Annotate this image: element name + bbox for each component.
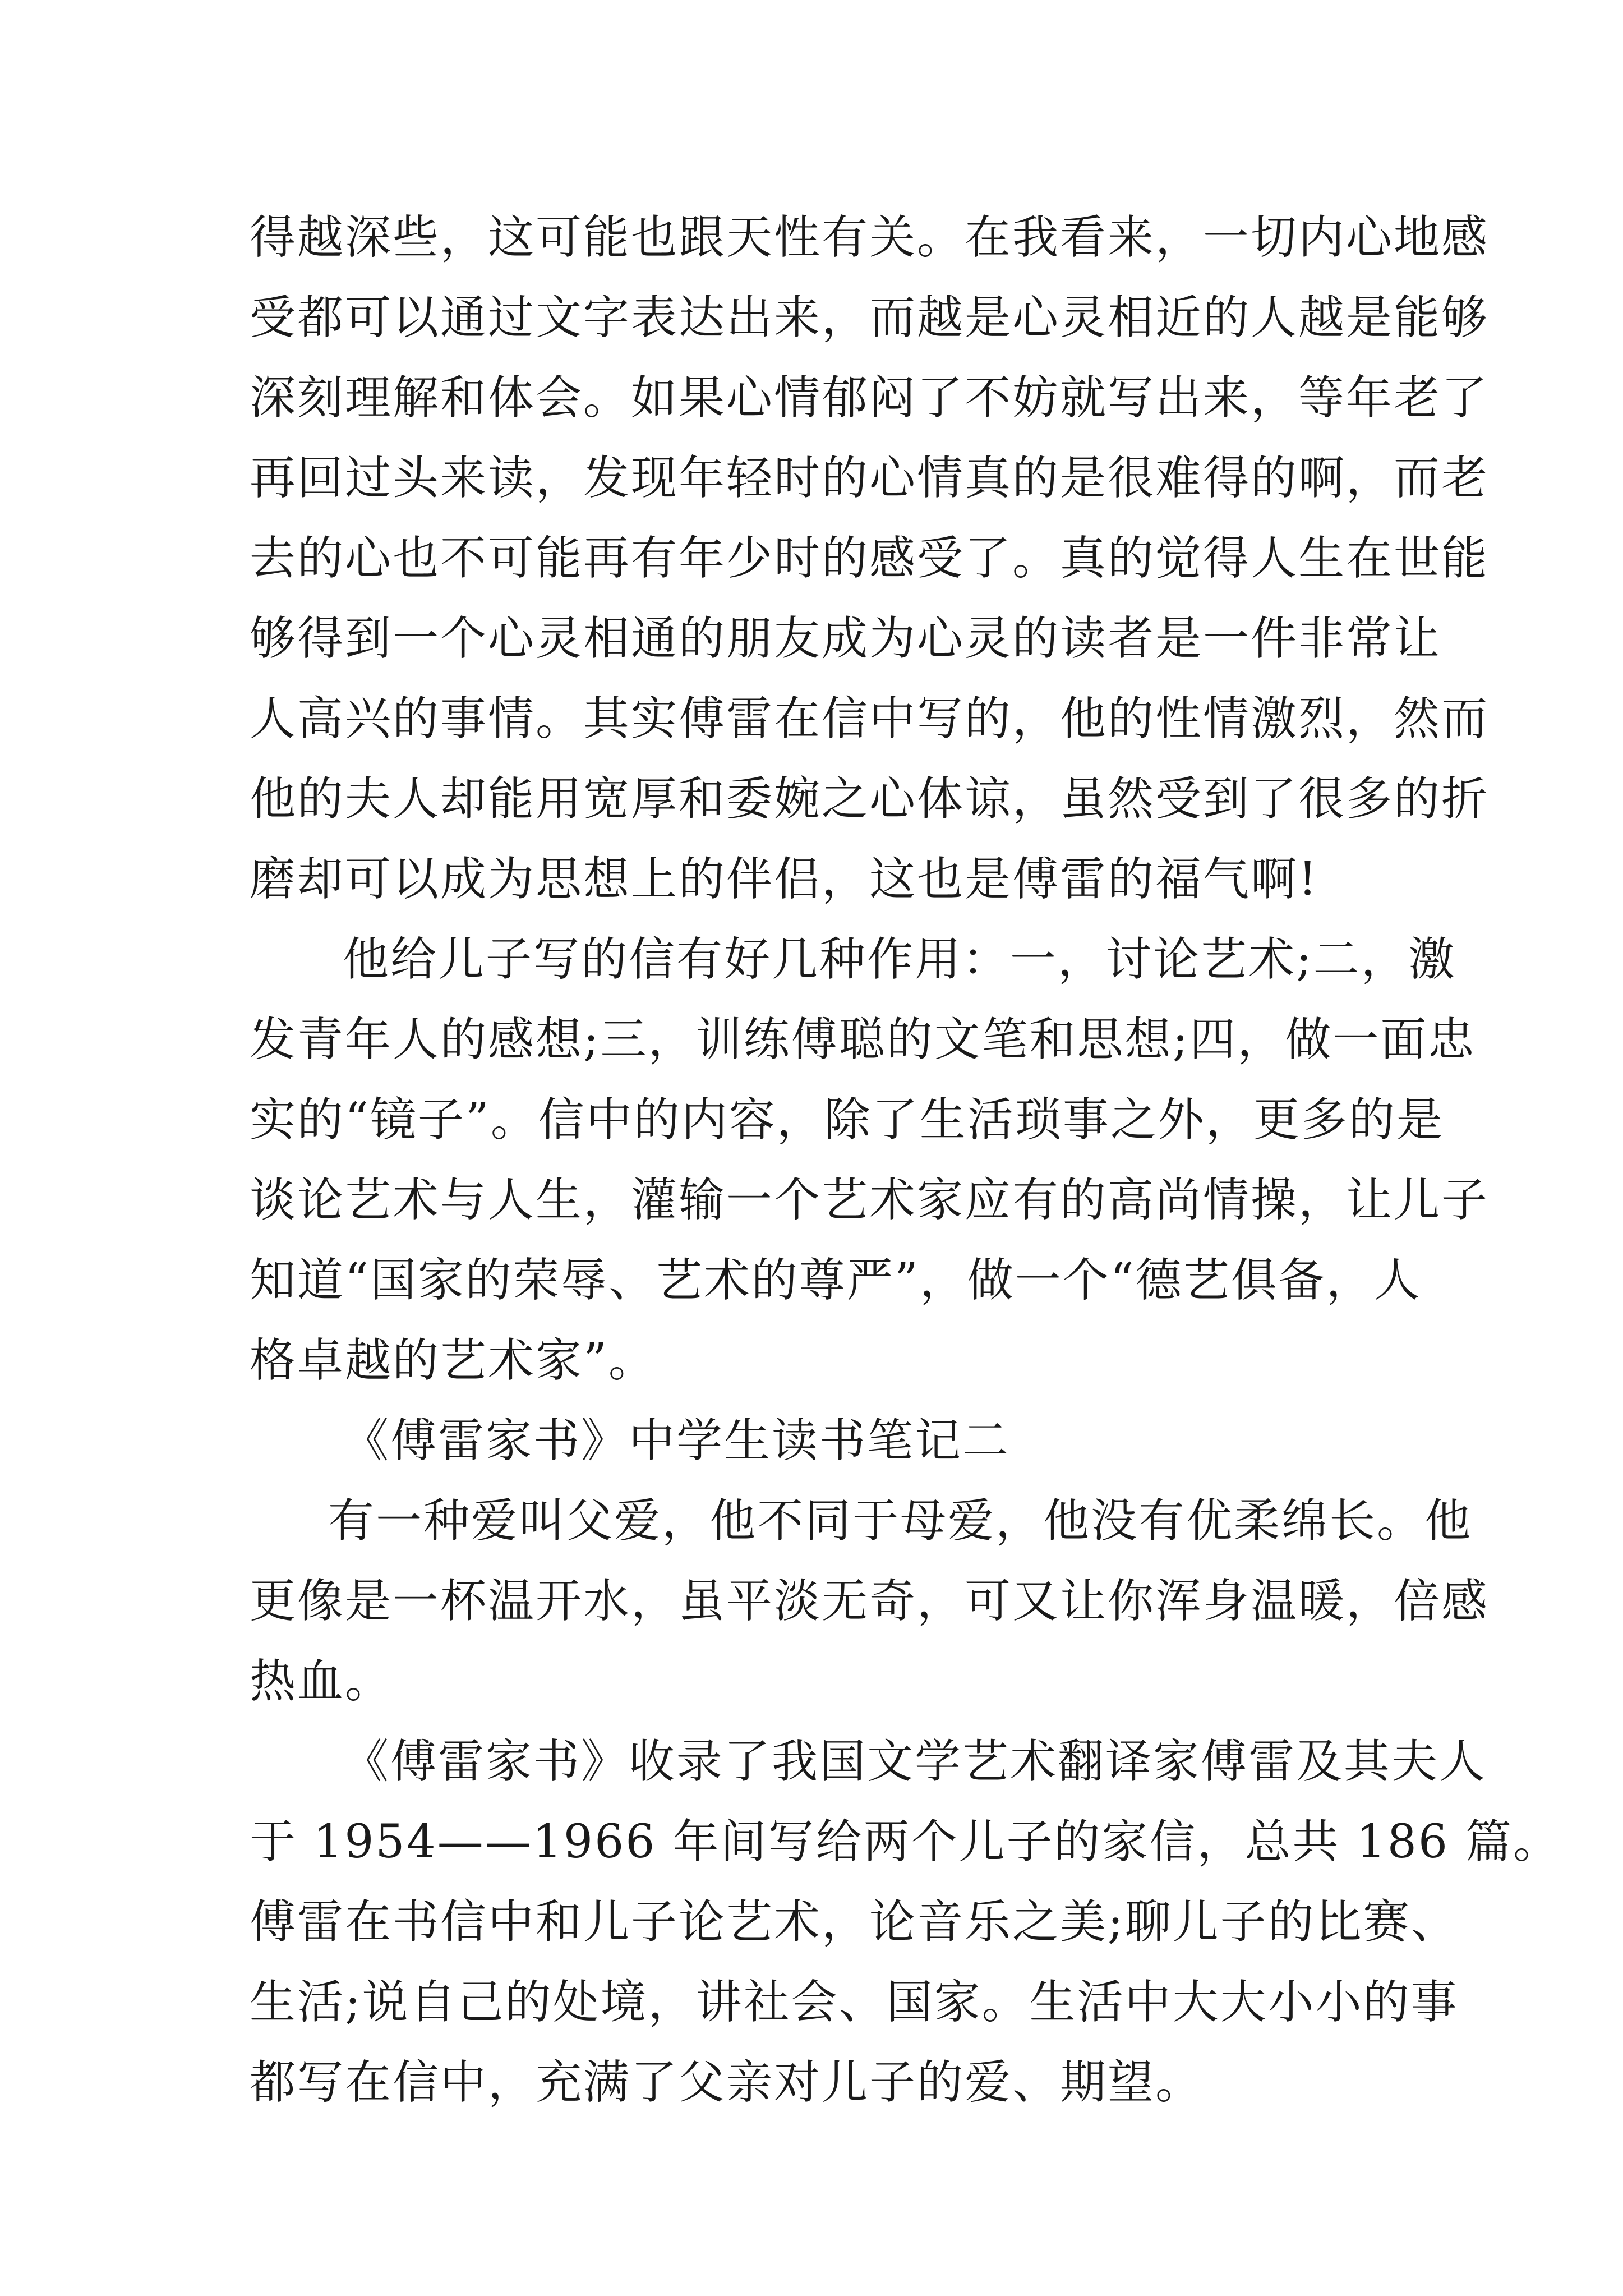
text-line: 再回过头来读，发现年轻时的心情真的是很难得的啊，而老 bbox=[250, 452, 1490, 505]
text-line: 热血。 bbox=[250, 1655, 393, 1708]
text-line: 发青年人的感想;三，训练傅聪的文笔和思想;四，做一面忠 bbox=[250, 1013, 1476, 1066]
text-line: 去的心也不可能再有年少时的感受了。真的觉得人生在世能 bbox=[250, 532, 1490, 585]
text-line: 傅雷在书信中和儿子论艺术，论音乐之美;聊儿子的比赛、 bbox=[250, 1895, 1459, 1949]
section-heading: 《傅雷家书》中学生读书笔记二 bbox=[343, 1414, 1011, 1467]
text-line: 够得到一个心灵相通的朋友成为心灵的读者是一件非常让 bbox=[250, 612, 1442, 665]
paragraph-start-line: 他给儿子写的信有好几种作用：一，讨论艺术;二，激 bbox=[343, 933, 1456, 986]
text-line: 实的“镜子”。信中的内容，除了生活琐事之外，更多的是 bbox=[250, 1093, 1444, 1147]
text-line: 磨却可以成为思想上的伴侣，这也是傅雷的福气啊! bbox=[250, 853, 1318, 906]
paragraph-start-line: 有一种爱叫父爱，他不同于母爱，他没有优柔绵长。他 bbox=[328, 1494, 1473, 1548]
text-line: 更像是一杯温开水，虽平淡无奇，可又让你浑身温暖，倍感 bbox=[250, 1575, 1490, 1628]
document-body bbox=[250, 197, 1561, 2123]
text-line: 得越深些，这可能也跟天性有关。在我看来，一切内心地感 bbox=[250, 211, 1490, 264]
text-line: 都写在信中，充满了父亲对儿子的爱、期望。 bbox=[250, 2056, 1204, 2109]
text-line: 于 1954——1966 年间写给两个儿子的家信，总共 186 篇。 bbox=[250, 1815, 1561, 1869]
text-line: 生活;说自己的处境，讲社会、国家。生活中大大小小的事 bbox=[250, 1976, 1459, 2029]
text-line: 格卓越的艺术家”。 bbox=[250, 1334, 656, 1387]
text-line: 谈论艺术与人生，灌输一个艺术家应有的高尚情操，让儿子 bbox=[250, 1174, 1490, 1227]
text-line: 受都可以通过文字表达出来，而越是心灵相近的人越是能够 bbox=[250, 291, 1490, 344]
text-line: 他的夫人却能用宽厚和委婉之心体谅，虽然受到了很多的折 bbox=[250, 772, 1490, 826]
paragraph-start-line: 《傅雷家书》收录了我国文学艺术翻译家傅雷及其夫人 bbox=[343, 1735, 1487, 1788]
text-line: 人高兴的事情。其实傅雷在信中写的，他的性情激烈，然而 bbox=[250, 692, 1490, 746]
text-line: 知道“国家的荣辱、艺术的尊严”，做一个“德艺俱备，人 bbox=[250, 1254, 1422, 1307]
text-line: 深刻理解和体会。如果心情郁闷了不妨就写出来，等年老了 bbox=[250, 371, 1490, 425]
